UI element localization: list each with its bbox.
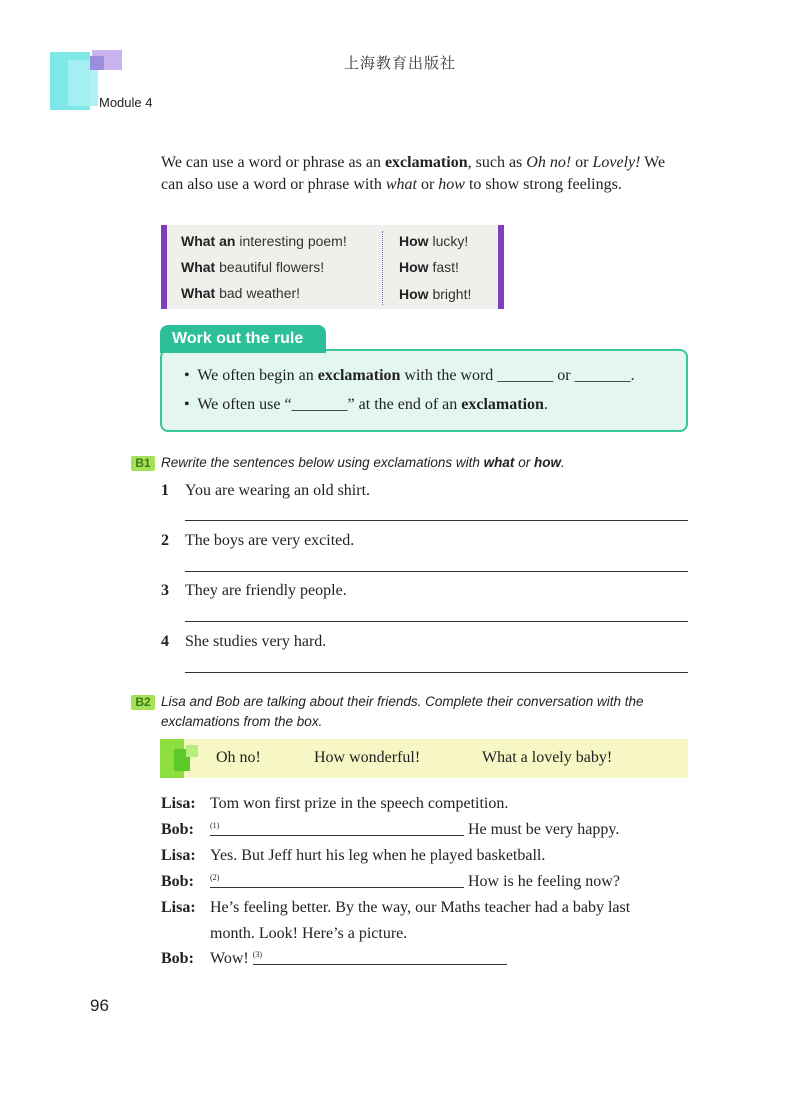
word-box-item-2: How wonderful!	[314, 749, 421, 766]
b1-question-2: 2 The boys are very excited.	[161, 532, 355, 549]
b1-answer-line-4[interactable]	[185, 672, 688, 673]
b1-question-4: 4 She studies very hard.	[161, 633, 327, 650]
page-number: 96	[90, 996, 109, 1015]
word-box	[160, 739, 688, 778]
example-what-1: What an interesting poem!	[181, 233, 347, 249]
module-label: Module 4	[99, 95, 153, 110]
examples-left-bar	[161, 225, 167, 309]
rule-item-2: • We often use “_______” at the end of an exclamation.	[184, 396, 548, 413]
dialogue-line-2: Bob: (1) He must be very happy.	[161, 817, 619, 843]
rule-item-1: • We often begin an exclamation with the word _______ or _______.	[184, 367, 635, 384]
dialogue-blank-1[interactable]: (1)	[210, 817, 464, 836]
b1-answer-line-3[interactable]	[185, 621, 688, 622]
b1-question-1: 1 You are wearing an old shirt.	[161, 482, 371, 499]
dialogue-line-7: Bob: Wow! (3)	[161, 946, 507, 972]
b1-instruction: Rewrite the sentences below using exclamations with what or how.	[161, 455, 565, 470]
b1-answer-line-2[interactable]	[185, 571, 688, 572]
dialogue-blank-2[interactable]: (2)	[210, 869, 464, 888]
b2-instruction-line-1: Lisa and Bob are talking about their friends. Complete their conversation with the	[161, 694, 644, 709]
example-what-2: What beautiful flowers!	[181, 259, 325, 275]
example-how-2: How fast!	[399, 259, 459, 275]
b1-answer-line-1[interactable]	[185, 520, 688, 521]
dialogue-line-5: Lisa: He’s feeling better. By the way, our Maths teacher had a baby last	[161, 899, 631, 916]
dialogue-line-3: Lisa: Yes. But Jeff hurt his leg when he played basketball.	[161, 847, 546, 864]
word-box-item-3: What a lovely baby!	[482, 749, 613, 766]
word-box-deco-3	[186, 745, 198, 757]
example-how-1: How lucky!	[399, 233, 469, 249]
rule-title-tab: Work out the rule	[160, 325, 326, 353]
exercise-label-b1: B1	[131, 456, 155, 471]
dialogue-line-4: Bob: (2) How is he feeling now?	[161, 869, 620, 895]
example-what-3: What bad weather!	[181, 285, 301, 301]
b1-question-3: 3 They are friendly people.	[161, 582, 347, 599]
b2-instruction-line-2: exclamations from the box.	[161, 714, 323, 729]
word-box-item-1: Oh no!	[216, 749, 261, 766]
rule-box	[160, 349, 688, 432]
intro-paragraph: We can use a word or phrase as an exclamation, such as Oh no! or Lovely! We can also use a word or phrase with what or how to show strong feelings.	[161, 154, 666, 193]
b2-instruction	[161, 692, 644, 732]
exercise-label-b2: B2	[131, 695, 155, 710]
examples-box	[161, 225, 504, 309]
example-how-3: How bright!	[399, 286, 472, 302]
dialogue-line-6: month. Look! Here’s a picture.	[210, 925, 408, 942]
publisher-name: 上海教育出版社	[343, 54, 456, 72]
examples-divider	[382, 231, 383, 305]
dialogue-line-1: Lisa: Tom won first prize in the speech competition.	[161, 795, 509, 812]
dialogue-blank-3[interactable]: (3)	[253, 946, 507, 965]
examples-right-bar	[498, 225, 504, 309]
